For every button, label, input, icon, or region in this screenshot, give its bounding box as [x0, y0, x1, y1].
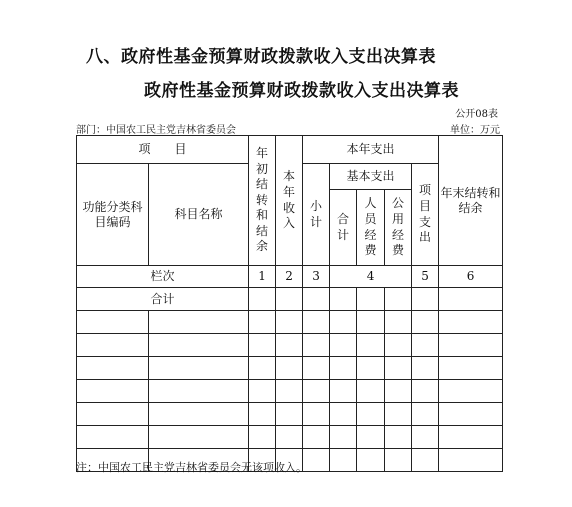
total-cell	[303, 288, 330, 311]
table-cell	[385, 311, 412, 334]
total-cell	[357, 288, 385, 311]
header-begin-balance	[249, 136, 276, 266]
table-cell	[303, 357, 330, 380]
header-end-balance: 年末结转和结余	[439, 136, 503, 266]
index-col-6: 6	[439, 266, 503, 288]
total-cell	[249, 288, 276, 311]
header-total-text: 合计	[337, 211, 350, 242]
table-cell	[249, 403, 276, 426]
total-cell	[385, 288, 412, 311]
department-label: 部门：中国农工民主党吉林省委员会	[76, 125, 236, 136]
table-cell	[77, 334, 149, 357]
header-item: 项 目	[77, 136, 249, 164]
table-cell	[385, 334, 412, 357]
footnote: 注：中国农工民主党吉林省委员会无该项收入。	[76, 461, 307, 474]
table-cell	[357, 334, 385, 357]
table-cell	[303, 403, 330, 426]
table-cell	[149, 334, 249, 357]
table-cell	[357, 380, 385, 403]
header-personnel-text: 人员经费	[364, 196, 377, 258]
header-year-expense: 本年支出	[303, 136, 439, 164]
table-cell	[412, 334, 439, 357]
table-cell	[412, 449, 439, 472]
header-project-expense	[412, 164, 439, 266]
table-cell	[439, 380, 503, 403]
table-cell	[303, 380, 330, 403]
table-cell	[385, 357, 412, 380]
table-cell	[276, 380, 303, 403]
table-cell	[357, 311, 385, 334]
table-cell	[149, 403, 249, 426]
index-col-5: 5	[412, 266, 439, 288]
table-row	[77, 426, 503, 449]
table-cell	[412, 357, 439, 380]
table-cell	[276, 403, 303, 426]
table-row	[77, 380, 503, 403]
table-cell	[439, 311, 503, 334]
table-cell	[439, 334, 503, 357]
table-cell	[276, 334, 303, 357]
table-cell	[249, 380, 276, 403]
total-cell	[276, 288, 303, 311]
table-cell	[385, 449, 412, 472]
section-title: 八、政府性基金预算财政拨款收入支出决算表	[86, 47, 436, 67]
total-row	[77, 288, 503, 311]
table-cell	[149, 426, 249, 449]
table-cell	[330, 403, 357, 426]
table-cell	[330, 334, 357, 357]
table-cell	[330, 380, 357, 403]
table-cell	[77, 311, 149, 334]
table-cell	[412, 426, 439, 449]
form-code: 公开08表	[455, 109, 498, 120]
table-cell	[357, 403, 385, 426]
table-cell	[77, 380, 149, 403]
table-cell	[330, 449, 357, 472]
table-cell	[412, 311, 439, 334]
table-row	[77, 311, 503, 334]
header-begin-balance-text: 年初结转和结余	[256, 145, 269, 254]
total-label: 合计	[77, 288, 249, 311]
table-cell	[276, 357, 303, 380]
table-cell	[303, 426, 330, 449]
table-cell	[385, 403, 412, 426]
table-cell	[357, 449, 385, 472]
table-cell	[303, 334, 330, 357]
header-personnel	[357, 190, 385, 266]
table-cell	[385, 426, 412, 449]
total-cell	[412, 288, 439, 311]
header-public-text: 公用经费	[392, 196, 405, 258]
table-cell	[149, 380, 249, 403]
table-cell	[303, 311, 330, 334]
table-row	[77, 403, 503, 426]
table-cell	[357, 426, 385, 449]
table-cell	[276, 311, 303, 334]
table-cell	[330, 357, 357, 380]
total-cell	[330, 288, 357, 311]
table-cell	[77, 426, 149, 449]
table-cell	[249, 357, 276, 380]
table-cell	[330, 426, 357, 449]
header-year-income	[276, 136, 303, 266]
index-col-2: 2	[276, 266, 303, 288]
table-cell	[412, 380, 439, 403]
table-cell	[249, 426, 276, 449]
table-cell	[439, 426, 503, 449]
table-cell	[439, 449, 503, 472]
header-year-income-text: 本年收入	[283, 169, 296, 231]
table-title: 政府性基金预算财政拨款收入支出决算表	[144, 81, 459, 101]
table-cell	[357, 357, 385, 380]
table-cell	[249, 334, 276, 357]
table-cell	[149, 311, 249, 334]
header-basic-expense: 基本支出	[330, 164, 412, 190]
header-project-expense-text: 项目支出	[419, 183, 432, 245]
header-subtotal-text: 小计	[310, 198, 323, 229]
total-cell	[439, 288, 503, 311]
table-cell	[439, 403, 503, 426]
header-func-code: 功能分类科目编码	[77, 164, 149, 266]
index-col-1: 1	[249, 266, 276, 288]
table-cell	[276, 426, 303, 449]
unit-label: 单位：万元	[450, 125, 500, 136]
index-col-3: 3	[303, 266, 330, 288]
header-subject-name: 科目名称	[149, 164, 249, 266]
index-col-4: 4	[330, 266, 412, 288]
table-row	[77, 357, 503, 380]
table-cell	[412, 403, 439, 426]
table-cell	[330, 311, 357, 334]
table-cell	[439, 357, 503, 380]
index-row	[77, 266, 503, 288]
table-cell	[385, 380, 412, 403]
table-row	[77, 334, 503, 357]
table-cell	[77, 357, 149, 380]
table-cell	[249, 311, 276, 334]
header-total	[330, 190, 357, 266]
header-public	[385, 190, 412, 266]
table-cell	[149, 357, 249, 380]
header-subtotal	[303, 164, 330, 266]
table-cell	[77, 403, 149, 426]
index-label: 栏次	[77, 266, 249, 288]
budget-table	[76, 135, 503, 472]
